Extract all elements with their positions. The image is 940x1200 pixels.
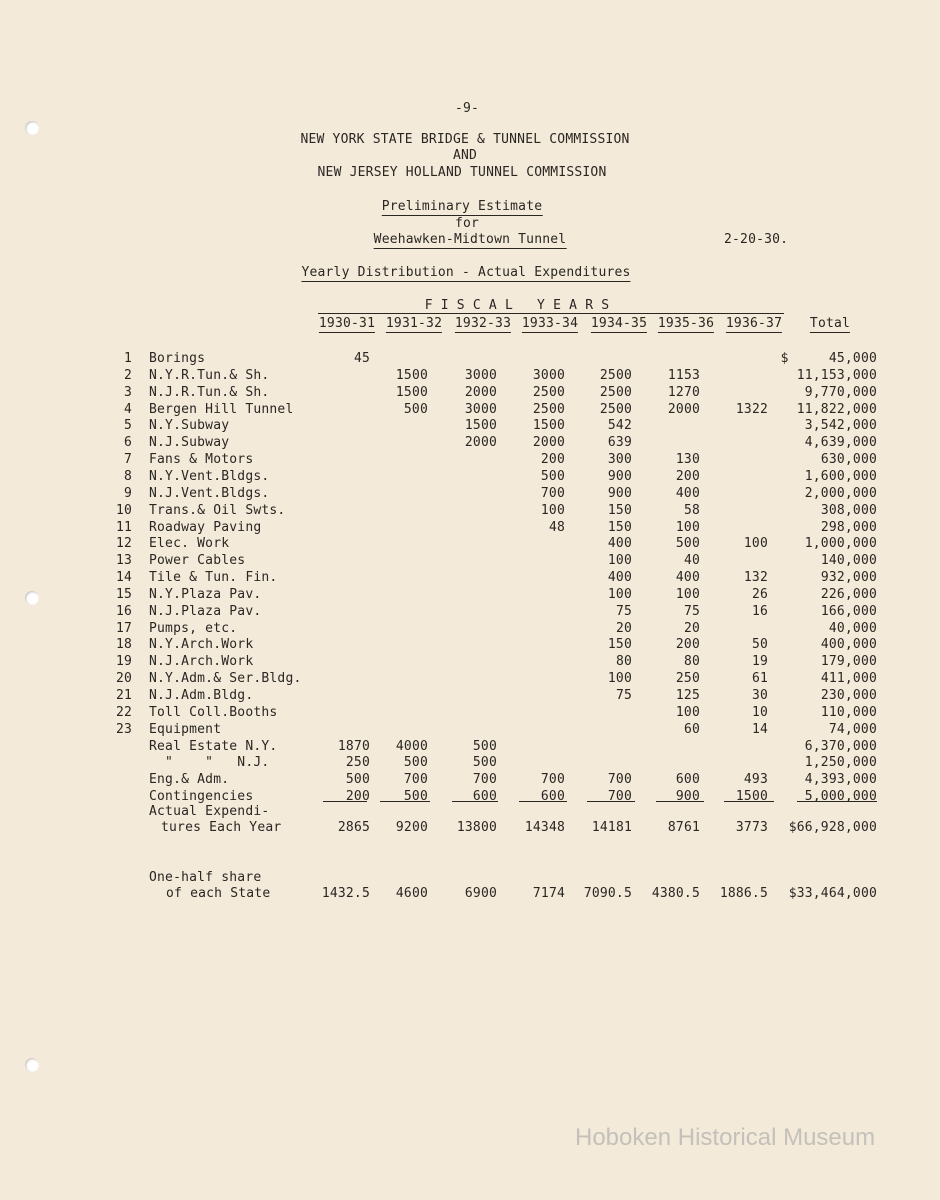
- row-label: Contingencies: [149, 789, 254, 804]
- actual-expenditures-row: [0, 804, 940, 835]
- year-value: 400: [607, 570, 632, 585]
- row-total: 6,370,000: [804, 739, 877, 754]
- table-row: [0, 587, 940, 603]
- year-value: 700: [540, 486, 565, 501]
- row-total: 3,542,000: [804, 418, 877, 433]
- estimate-date: 2-20-30.: [724, 232, 789, 247]
- table-row: [0, 536, 940, 552]
- year-value: 700: [607, 789, 632, 804]
- row-total: 411,000: [820, 671, 877, 686]
- actual-value: 13800: [456, 820, 497, 835]
- table-row: [0, 418, 940, 434]
- year-value: 150: [607, 503, 632, 518]
- row-total: 630,000: [820, 452, 877, 467]
- sum-rule: [452, 801, 498, 802]
- table-row: [0, 621, 940, 637]
- year-value: 26: [751, 587, 768, 602]
- year-value: 2000: [532, 435, 565, 450]
- year-value: 4000: [395, 739, 428, 754]
- year-value: 1870: [337, 739, 370, 754]
- table-row: [0, 469, 940, 485]
- actual-value: 8761: [667, 820, 700, 835]
- sum-rule: [797, 801, 877, 802]
- actual-value: 14348: [524, 820, 565, 835]
- year-value: 600: [540, 789, 565, 804]
- row-number: 21: [115, 688, 132, 703]
- year-value: 100: [607, 671, 632, 686]
- table-row: [0, 503, 940, 519]
- year-value: 75: [683, 604, 700, 619]
- year-value: 100: [540, 503, 565, 518]
- row-label: N.Y.R.Tun.& Sh.: [149, 368, 270, 383]
- row-number: 8: [123, 469, 132, 484]
- row-label: Fans & Motors: [149, 452, 254, 467]
- sum-rule: [323, 801, 367, 802]
- year-value: 900: [675, 789, 700, 804]
- table-row: [0, 402, 940, 418]
- column-header: 1934-35: [590, 316, 648, 331]
- actual-label-2: tures Each Year: [161, 820, 282, 835]
- row-number: 12: [115, 536, 132, 551]
- row-number: 5: [123, 418, 132, 433]
- punch-hole: [25, 1058, 39, 1072]
- row-number: 17: [115, 621, 132, 636]
- table-row: [0, 739, 940, 755]
- sum-rule: [380, 801, 430, 802]
- row-number: 9: [123, 486, 132, 501]
- row-total: 40,000: [828, 621, 877, 636]
- year-value: 100: [607, 587, 632, 602]
- year-value: 61: [751, 671, 768, 686]
- row-label: Roadway Paving: [149, 520, 262, 535]
- fiscal-years-label: F I S C A L Y E A R S: [424, 298, 610, 313]
- year-value: 130: [675, 452, 700, 467]
- row-number: 1: [123, 351, 132, 366]
- row-total: 110,000: [820, 705, 877, 720]
- year-value: 2500: [599, 368, 632, 383]
- year-value: 639: [607, 435, 632, 450]
- year-value: 50: [751, 637, 768, 652]
- year-value: 2500: [599, 385, 632, 400]
- year-value: 100: [675, 520, 700, 535]
- actual-value: 2865: [337, 820, 370, 835]
- table-row: [0, 722, 940, 738]
- row-number: 7: [123, 452, 132, 467]
- row-number: 23: [115, 722, 132, 737]
- table-row: [0, 570, 940, 586]
- half-value: 1886.5: [719, 886, 768, 901]
- year-value: 45: [353, 351, 370, 366]
- year-value: 1153: [667, 368, 700, 383]
- fiscal-years-rule: [318, 313, 784, 314]
- table-subtitle: Yearly Distribution - Actual Expenditures: [301, 265, 631, 280]
- column-header: 1932-33: [454, 316, 512, 331]
- row-label: Eng.& Adm.: [149, 772, 230, 787]
- year-value: 10: [751, 705, 768, 720]
- row-total: $ 45,000: [780, 351, 877, 366]
- row-total: 1,250,000: [804, 755, 877, 770]
- year-value: 3000: [532, 368, 565, 383]
- row-total: 11,153,000: [796, 368, 877, 383]
- year-value: 100: [607, 553, 632, 568]
- row-number: 14: [115, 570, 132, 585]
- actual-value: 9200: [395, 820, 428, 835]
- row-label: Real Estate N.Y.: [149, 739, 278, 754]
- row-number: 22: [115, 705, 132, 720]
- half-value: 7090.5: [583, 886, 632, 901]
- year-value: 500: [403, 789, 428, 804]
- row-label: N.Y.Arch.Work: [149, 637, 254, 652]
- row-number: 20: [115, 671, 132, 686]
- table-row: [0, 789, 940, 805]
- year-value: 16: [751, 604, 768, 619]
- half-value: 4600: [395, 886, 428, 901]
- year-value: 80: [615, 654, 632, 669]
- table-row: [0, 435, 940, 451]
- year-value: 900: [607, 486, 632, 501]
- year-value: 2000: [667, 402, 700, 417]
- row-label: N.J.Vent.Bldgs.: [149, 486, 270, 501]
- year-value: 493: [743, 772, 768, 787]
- row-number: 4: [123, 402, 132, 417]
- row-label: N.J.R.Tun.& Sh.: [149, 385, 270, 400]
- row-label: Power Cables: [149, 553, 246, 568]
- row-number: 15: [115, 587, 132, 602]
- actual-value: 3773: [735, 820, 768, 835]
- row-label: N.J.Arch.Work: [149, 654, 254, 669]
- table-row: [0, 486, 940, 502]
- year-value: 58: [683, 503, 700, 518]
- row-total: 9,770,000: [804, 385, 877, 400]
- table-row: [0, 637, 940, 653]
- year-value: 2000: [464, 385, 497, 400]
- year-value: 400: [607, 536, 632, 551]
- row-total: 4,393,000: [804, 772, 877, 787]
- year-value: 200: [540, 452, 565, 467]
- table-row: [0, 452, 940, 468]
- sum-rule: [587, 801, 635, 802]
- year-value: 500: [472, 739, 497, 754]
- year-value: 900: [607, 469, 632, 484]
- row-total: 166,000: [820, 604, 877, 619]
- estimate-title: Preliminary Estimate: [381, 199, 543, 214]
- row-label: Trans.& Oil Swts.: [149, 503, 286, 518]
- half-total: $33,464,000: [788, 886, 877, 901]
- row-total: 226,000: [820, 587, 877, 602]
- org-line-2: AND: [452, 148, 478, 163]
- year-value: 48: [548, 520, 565, 535]
- row-total: 2,000,000: [804, 486, 877, 501]
- row-total: 11,822,000: [796, 402, 877, 417]
- row-label: N.Y.Plaza Pav.: [149, 587, 262, 602]
- row-number: 18: [115, 637, 132, 652]
- year-value: 100: [743, 536, 768, 551]
- table-row: [0, 385, 940, 401]
- year-value: 75: [615, 688, 632, 703]
- year-value: 3000: [464, 368, 497, 383]
- year-value: 125: [675, 688, 700, 703]
- row-total: 230,000: [820, 688, 877, 703]
- row-label: Equipment: [149, 722, 222, 737]
- row-total: 140,000: [820, 553, 877, 568]
- year-value: 132: [743, 570, 768, 585]
- table-row: [0, 368, 940, 384]
- row-label: Bergen Hill Tunnel: [149, 402, 294, 417]
- row-label: N.J.Plaza Pav.: [149, 604, 262, 619]
- year-value: 1270: [667, 385, 700, 400]
- row-label: N.Y.Adm.& Ser.Bldg.: [149, 671, 302, 686]
- year-value: 500: [403, 755, 428, 770]
- year-value: 40: [683, 553, 700, 568]
- year-value: 400: [675, 570, 700, 585]
- year-value: 60: [683, 722, 700, 737]
- actual-total: $66,928,000: [788, 820, 877, 835]
- row-number: 16: [115, 604, 132, 619]
- column-header: 1933-34: [521, 316, 579, 331]
- year-value: 500: [345, 772, 370, 787]
- row-label: Pumps, etc.: [149, 621, 238, 636]
- row-total: 308,000: [820, 503, 877, 518]
- actual-value: 14181: [591, 820, 632, 835]
- year-value: 20: [615, 621, 632, 636]
- table-row: [0, 553, 940, 569]
- column-header: 1931-32: [385, 316, 443, 331]
- actual-label-1: Actual Expendi-: [149, 804, 270, 819]
- table-row: [0, 671, 940, 687]
- half-label-1: One-half share: [149, 870, 262, 885]
- row-total: 5,000,000: [804, 789, 877, 804]
- year-value: 200: [345, 789, 370, 804]
- year-value: 700: [472, 772, 497, 787]
- year-value: 2000: [464, 435, 497, 450]
- year-value: 500: [403, 402, 428, 417]
- table-row: [0, 654, 940, 670]
- year-value: 500: [675, 536, 700, 551]
- estimate-project: Weehawken-Midtown Tunnel: [373, 232, 567, 247]
- column-header: 1930-31: [318, 316, 376, 331]
- year-value: 500: [472, 755, 497, 770]
- year-value: 700: [607, 772, 632, 787]
- year-value: 1500: [395, 385, 428, 400]
- year-value: 80: [683, 654, 700, 669]
- year-value: 75: [615, 604, 632, 619]
- row-number: 2: [123, 368, 132, 383]
- year-value: 100: [675, 587, 700, 602]
- column-header: 1936-37: [725, 316, 783, 331]
- table-row: [0, 688, 940, 704]
- year-value: 30: [751, 688, 768, 703]
- row-number: 10: [115, 503, 132, 518]
- row-label: Toll Coll.Booths: [149, 705, 278, 720]
- page-number: -9-: [454, 101, 480, 116]
- row-total: 932,000: [820, 570, 877, 585]
- year-value: 1500: [735, 789, 768, 804]
- half-share-row: [0, 870, 940, 901]
- row-number: 3: [123, 385, 132, 400]
- year-value: 150: [607, 520, 632, 535]
- table-row: [0, 604, 940, 620]
- table-row: [0, 520, 940, 536]
- museum-watermark: Hoboken Historical Museum: [575, 1124, 876, 1151]
- row-total: 179,000: [820, 654, 877, 669]
- year-value: 400: [675, 486, 700, 501]
- org-line-1: NEW YORK STATE BRIDGE & TUNNEL COMMISSION: [300, 132, 630, 147]
- estimate-for: for: [454, 216, 480, 231]
- sum-rule: [519, 801, 567, 802]
- year-value: 200: [675, 469, 700, 484]
- year-value: 600: [675, 772, 700, 787]
- year-value: 200: [675, 637, 700, 652]
- half-label-2: of each State: [166, 886, 271, 901]
- row-total: 1,600,000: [804, 469, 877, 484]
- year-value: 300: [607, 452, 632, 467]
- year-value: 700: [403, 772, 428, 787]
- punch-hole: [25, 121, 39, 135]
- row-label: Elec. Work: [149, 536, 230, 551]
- row-total: 1,000,000: [804, 536, 877, 551]
- row-label: Tile & Tun. Fin.: [149, 570, 278, 585]
- row-label: N.J.Adm.Bldg.: [149, 688, 254, 703]
- row-label: N.Y.Vent.Bldgs.: [149, 469, 270, 484]
- row-number: 19: [115, 654, 132, 669]
- year-value: 2500: [532, 402, 565, 417]
- row-total: 4,639,000: [804, 435, 877, 450]
- column-header: 1935-36: [657, 316, 715, 331]
- year-value: 20: [683, 621, 700, 636]
- year-value: 250: [345, 755, 370, 770]
- year-value: 1500: [464, 418, 497, 433]
- year-value: 19: [751, 654, 768, 669]
- year-value: 600: [472, 789, 497, 804]
- year-value: 542: [607, 418, 632, 433]
- row-total: 74,000: [828, 722, 877, 737]
- row-total: 298,000: [820, 520, 877, 535]
- row-label: " " N.J.: [149, 755, 270, 770]
- year-value: 100: [675, 705, 700, 720]
- row-total: 400,000: [820, 637, 877, 652]
- year-value: 2500: [532, 385, 565, 400]
- row-number: 11: [115, 520, 132, 535]
- year-value: 700: [540, 772, 565, 787]
- org-line-3: NEW JERSEY HOLLAND TUNNEL COMMISSION: [317, 165, 607, 180]
- year-value: 1500: [532, 418, 565, 433]
- year-value: 150: [607, 637, 632, 652]
- row-label: N.J.Subway: [149, 435, 230, 450]
- row-label: Borings: [149, 351, 206, 366]
- row-label: N.Y.Subway: [149, 418, 230, 433]
- year-value: 3000: [464, 402, 497, 417]
- half-value: 4380.5: [651, 886, 700, 901]
- half-value: 7174: [532, 886, 565, 901]
- half-value: 6900: [464, 886, 497, 901]
- table-row: [0, 351, 940, 367]
- year-value: 1322: [735, 402, 768, 417]
- table-row: [0, 705, 940, 721]
- year-value: 250: [675, 671, 700, 686]
- sum-rule: [724, 801, 774, 802]
- table-row: [0, 755, 940, 771]
- row-number: 13: [115, 553, 132, 568]
- column-header-total: Total: [809, 316, 851, 331]
- sum-rule: [656, 801, 704, 802]
- year-value: 1500: [395, 368, 428, 383]
- row-number: 6: [123, 435, 132, 450]
- year-value: 2500: [599, 402, 632, 417]
- year-value: 14: [751, 722, 768, 737]
- table-row: [0, 772, 940, 788]
- half-value: 1432.5: [321, 886, 370, 901]
- year-value: 500: [540, 469, 565, 484]
